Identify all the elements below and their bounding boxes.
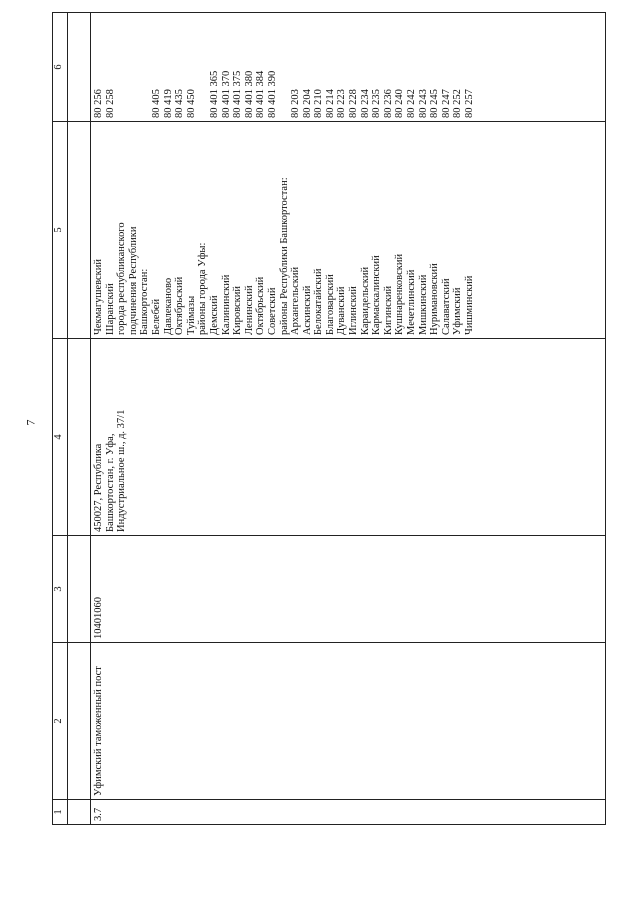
territory-item: Караидельский xyxy=(359,266,371,335)
territory-item: Чекмагушевский xyxy=(93,258,104,335)
okato-code-item: 80 242 xyxy=(406,89,418,118)
territory-item: Октябрьский xyxy=(255,276,267,335)
okato-code-list xyxy=(91,13,606,122)
okato-code-item: 80 243 xyxy=(417,89,429,118)
okato-code-item xyxy=(279,16,291,118)
okato-code-item: 80 235 xyxy=(371,89,383,118)
territory-item: Шаранский xyxy=(104,283,116,335)
territory-item: Дуванский xyxy=(336,286,348,335)
page-number: 7 xyxy=(23,419,38,426)
territory-item: Башкортостан: xyxy=(139,268,151,335)
post-code: 10401060 xyxy=(91,536,606,643)
continuation-cell-2 xyxy=(68,643,91,800)
okato-code-item: 80 419 xyxy=(162,89,174,118)
territory-item: Демский xyxy=(208,295,220,335)
post-address xyxy=(91,339,606,536)
okato-code-item: 80 210 xyxy=(313,89,325,118)
territory-item: Калининский xyxy=(220,274,232,335)
okato-code-item: 80 401 375 xyxy=(232,70,244,118)
territory-item: Советский xyxy=(266,287,278,335)
continuation-cell-1 xyxy=(68,800,91,825)
header-col-5: 5 xyxy=(53,122,68,339)
okato-code-item: 80 450 xyxy=(185,89,197,118)
territory-item: Белокатайский xyxy=(313,268,325,335)
territory-item: Нуримановский xyxy=(429,263,441,335)
okato-code-item xyxy=(116,16,128,118)
okato-code-item xyxy=(139,16,151,118)
header-col-2: 2 xyxy=(53,643,68,800)
territory-item: подчинения Республики xyxy=(127,226,139,335)
okato-code-item: 80 405 xyxy=(150,89,162,118)
okato-code-item: 80 258 xyxy=(104,89,116,118)
okato-code-item: 80 435 xyxy=(174,89,186,118)
header-col-6: 6 xyxy=(53,13,68,122)
territory-item: Иглинский xyxy=(348,286,360,335)
territory-item: Салаватский xyxy=(440,278,452,335)
okato-code-item: 80 245 xyxy=(429,89,441,118)
customs-table xyxy=(52,12,606,825)
okato-code-item: 80 236 xyxy=(382,89,394,118)
post-name: Уфимский таможенный пост xyxy=(91,643,606,800)
territory-item: Благоварский xyxy=(324,274,336,335)
territory-item: Туймазы xyxy=(185,295,197,335)
territory-item: Ленинский xyxy=(243,285,255,335)
territory-item: Аскинский xyxy=(301,285,313,335)
continuation-cell-4 xyxy=(68,339,91,536)
rotated-table-wrapper xyxy=(52,55,606,825)
okato-code-item: 80 240 xyxy=(394,89,406,118)
territory-item: Уфимский xyxy=(452,287,464,335)
territory-item: Белебей xyxy=(150,298,162,335)
territory-item: Октябрьский xyxy=(174,276,186,335)
continuation-cell-5 xyxy=(68,122,91,339)
address-line: 450027, Республика xyxy=(93,443,104,532)
territory-item: районы города Уфы: xyxy=(197,242,209,335)
territory-item: Кигинский xyxy=(382,285,394,335)
territory-item: Кушнаренковский xyxy=(394,253,406,335)
okato-code-item: 80 401 390 xyxy=(266,70,278,118)
header-col-1: 1 xyxy=(53,800,68,825)
okato-code-item: 80 252 xyxy=(452,89,464,118)
header-col-3: 3 xyxy=(53,536,68,643)
okato-code-item: 80 257 xyxy=(464,89,475,118)
territory-item: Архангельский xyxy=(290,266,302,335)
territory-item: Давлеканово xyxy=(162,277,174,335)
okato-code-item: 80 401 365 xyxy=(208,70,220,118)
okato-code-item: 80 256 xyxy=(93,89,104,118)
row-number: 3.7 xyxy=(91,800,606,825)
header-row xyxy=(53,13,68,825)
okato-code-item: 80 204 xyxy=(301,89,313,118)
territory-item: Мишкинский xyxy=(417,274,429,335)
territory-item: Чишминский xyxy=(464,275,475,335)
okato-code-item: 80 247 xyxy=(440,89,452,118)
okato-code-item xyxy=(197,16,209,118)
table-row xyxy=(91,13,606,825)
territory-item: Кировский xyxy=(232,285,244,335)
okato-code-item: 80 203 xyxy=(290,89,302,118)
territory-item: Кармаскалинский xyxy=(371,255,383,335)
territory-list xyxy=(91,122,606,339)
territory-item: города республиканского xyxy=(116,222,128,335)
address-line: Башкортостан, г. Уфа, xyxy=(104,433,116,532)
continuation-row xyxy=(68,13,91,825)
okato-code-item: 80 401 384 xyxy=(255,70,267,118)
okato-code-item: 80 401 370 xyxy=(220,70,232,118)
okato-code-item: 80 228 xyxy=(348,89,360,118)
okato-code-item: 80 214 xyxy=(324,89,336,118)
continuation-cell-3 xyxy=(68,536,91,643)
okato-code-item: 80 223 xyxy=(336,89,348,118)
okato-code-item: 80 401 380 xyxy=(243,70,255,118)
header-col-4: 4 xyxy=(53,339,68,536)
okato-code-item: 80 234 xyxy=(359,89,371,118)
okato-code-item xyxy=(128,16,140,118)
continuation-cell-6 xyxy=(68,13,91,122)
address-line: Индустриальное ш., д. 37/1 xyxy=(116,409,128,532)
territory-item: Мечетлинский xyxy=(406,269,418,335)
territory-item: районы Республики Башкортостан: xyxy=(278,177,290,335)
